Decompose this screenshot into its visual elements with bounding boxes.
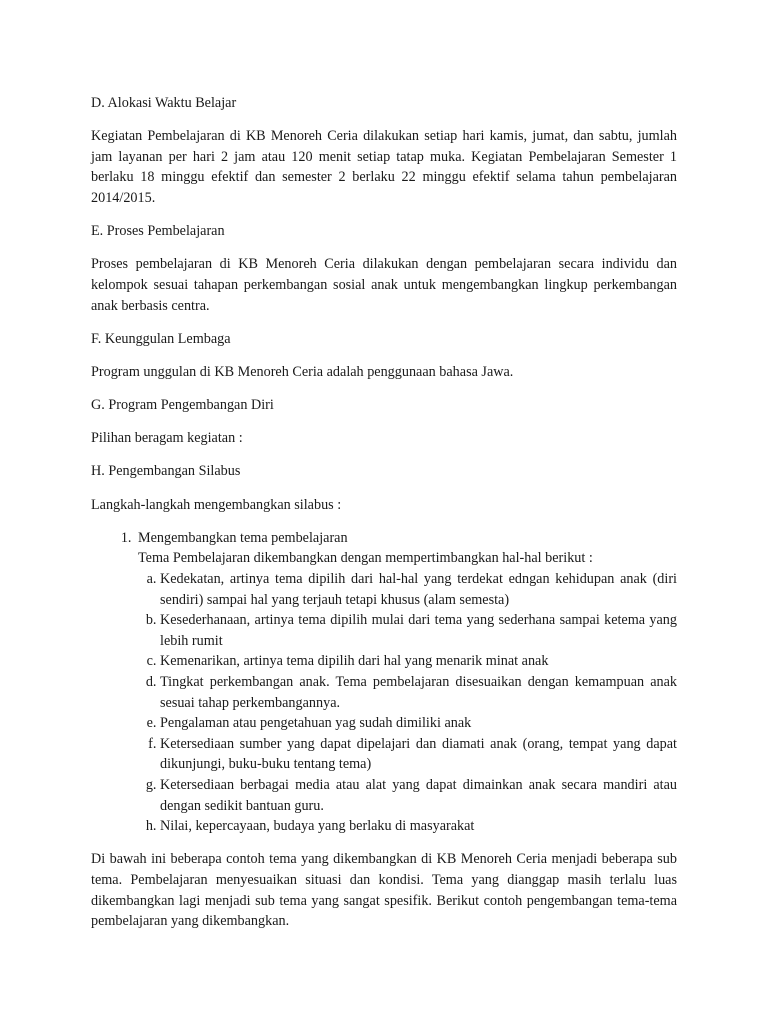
- step-title: 1. Mengembangkan tema pembelajaran: [138, 529, 348, 546]
- list-item-criteria: b. Kesederhanaan, artinya tema dipilih mulai dari tema yang sederhana sampai ketema yang lebih rumit: [160, 610, 677, 651]
- list-item-criteria: a. Kedekatan, artinya tema dipilih dari hal-hal yang terdekat edngan kehidupan anak (diri sendiri) sampai hal yang terjauh tetapi khusus (alam semesta): [160, 569, 677, 610]
- list-item-criteria: h. Nilai, kepercayaan, budaya yang berlaku di masyarakat: [160, 816, 677, 837]
- section-intro-pengembangan-silabus: Langkah-langkah mengembangkan silabus :: [91, 496, 342, 513]
- list-item-criteria: f. Ketersediaan sumber yang dapat dipelajari dan diamati anak (orang, tempat yang dapat dikunjungi, buku-buku tentang tema): [160, 734, 677, 775]
- list-item-criteria: d. Tingkat perkembangan anak. Tema pembelajaran disesuaikan dengan kemampuan anak sesuai tahap perkembangannya.: [160, 672, 677, 713]
- section-heading-pengembangan-silabus: H. Pengembangan Silabus: [91, 463, 241, 480]
- list-item-step: [135, 528, 677, 837]
- section-body-proses-pembelajaran: Proses pembelajaran di KB Menoreh Ceria dilakukan dengan pembelajaran secara individu dan kelompok sesuai tahapan perkembangan sosial anak untuk mengembangkan lingkup perkembangan anak berbasis centra.: [91, 256, 677, 314]
- list-item-criteria: c. Kemenarikan, artinya tema dipilih dari hal yang menarik minat anak: [160, 651, 677, 672]
- section-heading-pengembangan-diri: G. Program Pengembangan Diri: [91, 397, 274, 414]
- silabus-steps-list: [91, 528, 677, 837]
- section-body-alokasi-waktu: Kegiatan Pembelajaran di KB Menoreh Ceria dilakukan setiap hari kamis, jumat, dan sabtu, jumlah jam layanan per hari 2 jam atau 120 menit setiap tatap muka. Kegiatan Pembelajaran Semester 1 berlaku 18 minggu efektif dan semester 2 berlaku 22 minggu efektif selama tahun pembelajaran 2014/2015.: [91, 128, 677, 206]
- step-intro: Tema Pembelajaran dikembangkan dengan mempertimbangkan hal-hal berikut :: [138, 550, 593, 567]
- section-heading-keunggulan-lembaga: F. Keunggulan Lembaga: [91, 330, 231, 347]
- section-body-keunggulan-lembaga: Program unggulan di KB Menoreh Ceria adalah penggunaan bahasa Jawa.: [91, 363, 514, 380]
- section-heading-alokasi-waktu: D. Alokasi Waktu Belajar: [91, 95, 237, 111]
- criteria-list: [138, 569, 677, 837]
- document-content: [91, 93, 677, 944]
- section-closing-pengembangan-silabus: Di bawah ini beberapa contoh tema yang dikembangkan di KB Menoreh Ceria menjadi beberapa sub tema. Pembelajaran menyesuaikan situasi dan kondisi. Tema yang dianggap masih terlalu luas dikembangkan lagi menjadi sub tema yang sangat spesifik. Berikut contoh pengembangan tema-tema pembelajaran yang dikembangkan.: [91, 851, 677, 930]
- list-item-criteria: g. Ketersediaan berbagai media atau alat yang dapat dimainkan anak secara mandiri atau dengan sedikit bantuan guru.: [160, 775, 677, 816]
- section-body-pengembangan-diri: Pilihan beragam kegiatan :: [91, 430, 243, 447]
- list-item-criteria: e. Pengalaman atau pengetahuan yag sudah dimiliki anak: [160, 713, 677, 734]
- section-heading-proses-pembelajaran: E. Proses Pembelajaran: [91, 223, 225, 240]
